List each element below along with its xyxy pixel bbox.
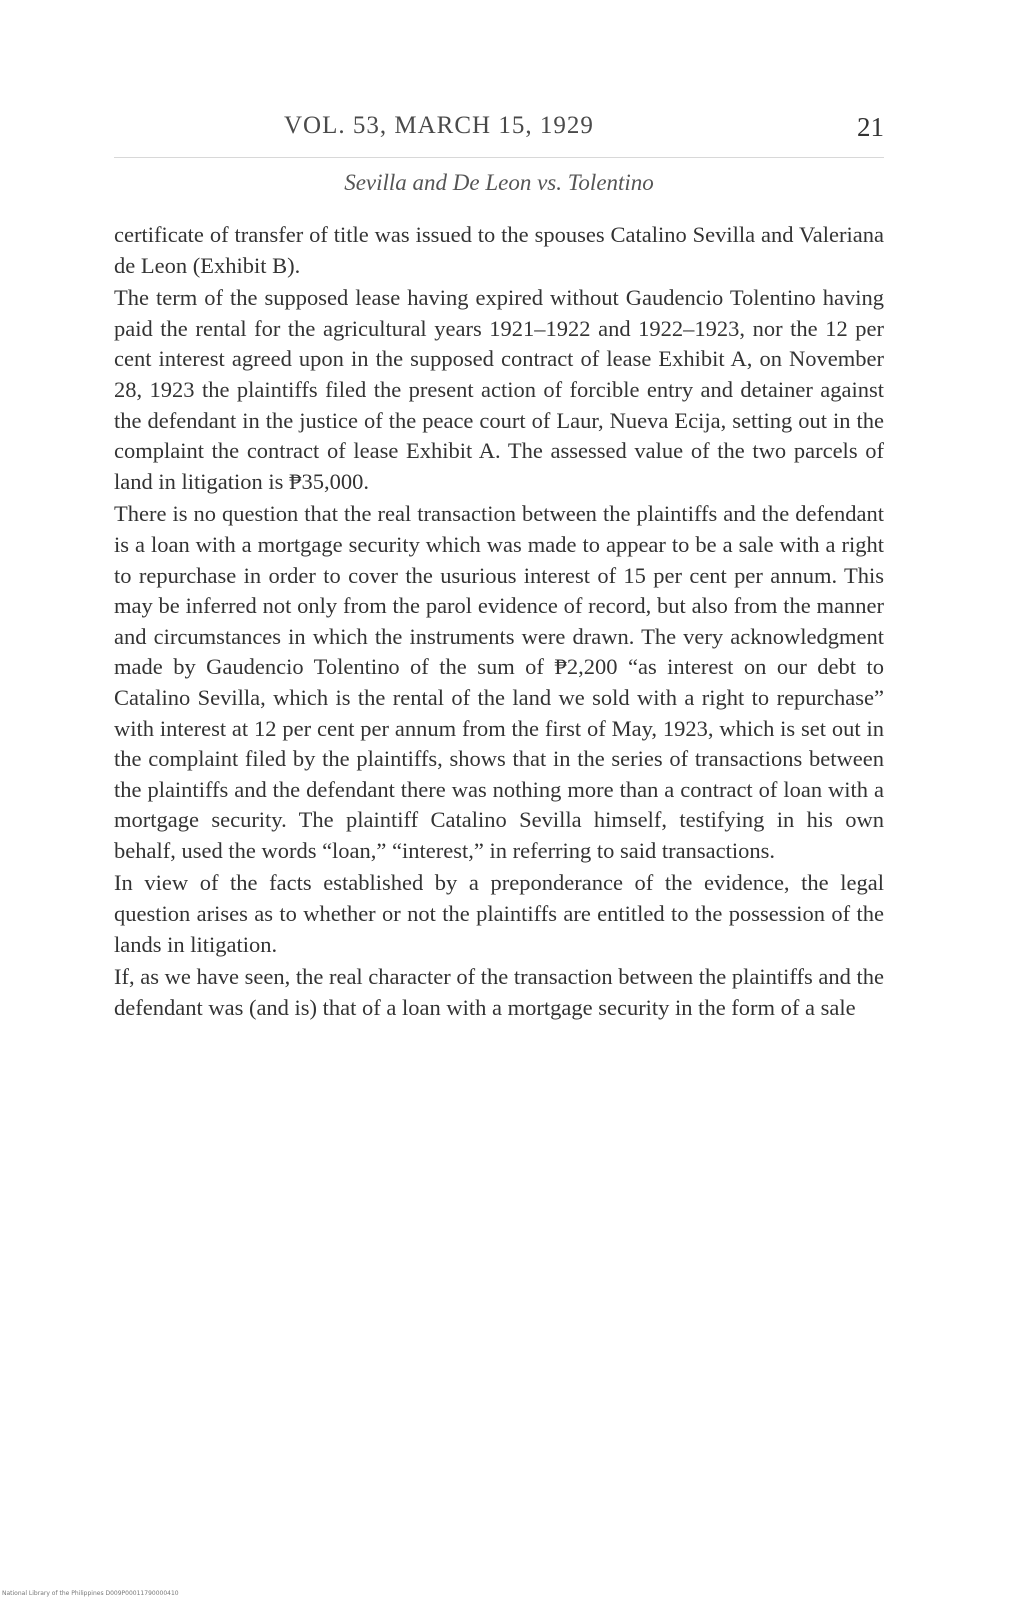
case-title: Sevilla and De Leon vs. Tolentino bbox=[344, 170, 654, 195]
paragraph: If, as we have seen, the real character of the transaction between the plaintiffs and the defendant was (and is) that of a loan with a mortgage security in the form of a sale bbox=[114, 964, 884, 1020]
header-divider bbox=[114, 157, 884, 158]
paragraph: In view of the facts established by a preponderance of the evidence, the legal question arises as to whether or not the plaintiffs are entitled to the possession of the lands in litigation. bbox=[114, 870, 884, 957]
paragraph: There is no question that the real transaction between the plaintiffs and the defendant is a loan with a mortgage security which was made to appear to be a sale with a right to repurchase in order to cover the usurious interest of 15 per cent per annum. This may be inferred not only from the parol evidence of record, but also from the manner and circumstances in which the instruments were drawn. The very acknowledgment made by Gaudencio Tolentino of the sum of ₱2,200 “as interest on our debt to Catalino Sevilla, which is the rental of the land we sold with a right to repurchase” with interest at 12 per cent per annum from the first of May, 1923, which is set out in the complaint filed by the plaintiffs, shows that in the series of transactions between the plaintiffs and the defendant there was nothing more than a contract of loan with a mortgage security. The plaintiff Catalino Sevilla himself, testifying in his own behalf, used the words “loan,” “interest,” in referring to said transactions. bbox=[114, 501, 884, 863]
page-number: 21 bbox=[857, 112, 884, 142]
paragraph: The term of the supposed lease having expired without Gaudencio Tolentino having paid the rental for the agricultural years 1921–1922 and 1922–1923, nor the 12 per cent interest agreed upon in the supposed contract of lease Exhibit A, on November 28, 1923 the plaintiffs filed the present action of forcible entry and detainer against the defendant in the justice of the peace court of Laur, Nueva Ecija, setting out in the complaint the contract of lease Exhibit A. The assessed value of the two parcels of land in litigation is ₱35,000. bbox=[114, 285, 884, 494]
running-title: VOL. 53, MARCH 15, 1929 bbox=[284, 112, 594, 139]
body-text bbox=[114, 220, 884, 1025]
paragraph-continuation: certificate of transfer of title was issued to the spouses Catalino Sevilla and Valeriana de Leon (Exhibit B). bbox=[114, 222, 884, 278]
library-stamp: National Library of the Philippines D009P00011790000410 bbox=[2, 1590, 179, 1597]
running-head bbox=[114, 112, 884, 152]
